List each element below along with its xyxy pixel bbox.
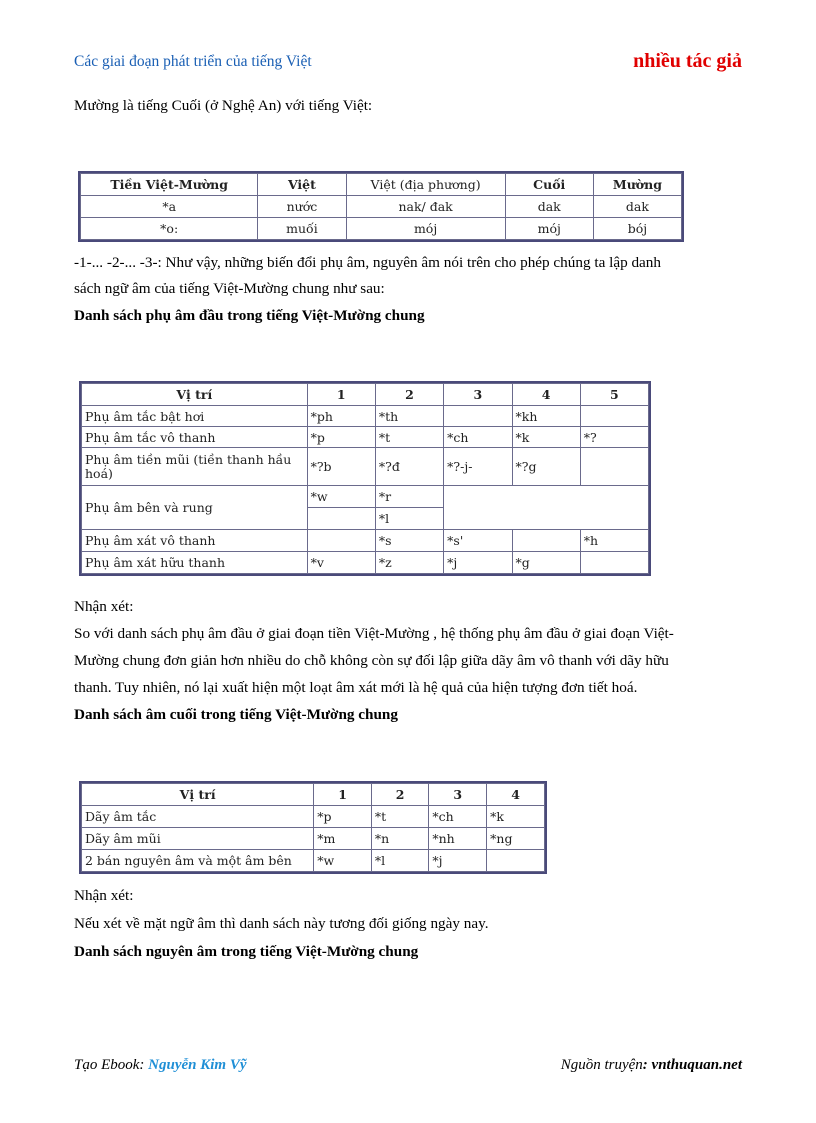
table2-cell — [307, 530, 375, 552]
table3-cell: *ng — [487, 828, 545, 850]
ebook-author-name: Nguyễn Kim Vỹ — [148, 1057, 247, 1073]
paragraph-line: Mường chung đơn giản hơn nhiều do chỗ không còn sự đối lập giữa dãy âm vô thanh với dãy hữu — [74, 652, 669, 669]
table3-cell: *m — [314, 828, 372, 850]
table2-cell — [307, 508, 375, 530]
table1-cell: dak — [593, 196, 681, 218]
table2-header-cell: 4 — [512, 384, 580, 406]
table2-cell: *g — [512, 552, 580, 574]
section-heading: Danh sách âm cuối trong tiếng Việt-Mường chung — [74, 706, 398, 723]
table3-cell: *ch — [429, 806, 487, 828]
table3-cell: Dãy âm tắc — [82, 806, 314, 828]
table3-header-cell: 4 — [487, 784, 545, 806]
table2-cell: *?b — [307, 448, 375, 486]
paragraph-line: -1-... -2-... -3-: Như vậy, những biến đổi phụ âm, nguyên âm nói trên cho phép chúng ta lập danh — [74, 254, 661, 271]
table2-cell: *ph — [307, 406, 375, 427]
table-row — [81, 196, 682, 218]
table-row — [82, 552, 649, 574]
paragraph-line: Nếu xét về mặt ngữ âm thì danh sách này tương đối giống ngày nay. — [74, 915, 489, 932]
table1-cell: mój — [505, 218, 593, 240]
table2-header-cell: 1 — [307, 384, 375, 406]
section-heading: Danh sách phụ âm đầu trong tiếng Việt-Mường chung — [74, 307, 425, 324]
table2-cell: *s — [375, 530, 443, 552]
table-row — [82, 427, 649, 448]
table2-cell — [512, 530, 580, 552]
table-row — [82, 448, 649, 486]
table2-cell: *ch — [444, 427, 512, 448]
table3-cell: *n — [371, 828, 428, 850]
table2-cell: *s' — [444, 530, 512, 552]
table3-cell: *t — [371, 806, 428, 828]
table2-cell: *kh — [512, 406, 580, 427]
comparison-table — [80, 173, 682, 240]
table1-cell: bój — [593, 218, 681, 240]
table2-cell: *?-j- — [444, 448, 512, 486]
table1-cell: muối — [258, 218, 346, 240]
table2-cell: *r — [375, 486, 443, 508]
table-row — [82, 828, 545, 850]
table2-empty-cell — [444, 486, 649, 530]
table2-cell: Phụ âm xát hữu thanh — [82, 552, 308, 574]
author-label: nhiều tác giả — [633, 50, 742, 72]
table3-header-cell: Vị trí — [82, 784, 314, 806]
intro-text: Mường là tiếng Cuối (ở Nghệ An) với tiếng Việt: — [74, 97, 373, 114]
table-row — [82, 486, 649, 508]
table1-cell: nak/ đak — [346, 196, 505, 218]
table2-cell: *p — [307, 427, 375, 448]
source-credit: Nguồn truyện: vnthuquan.net — [560, 1057, 742, 1073]
table2-cell: *l — [375, 508, 443, 530]
table2-header-cell: 3 — [444, 384, 512, 406]
table3-cell: *nh — [429, 828, 487, 850]
table3-header-cell: 1 — [314, 784, 372, 806]
table2-cell — [444, 406, 512, 427]
table2-cell: *j — [444, 552, 512, 574]
table2-cell: *?đ — [375, 448, 443, 486]
table-row — [82, 806, 545, 828]
table1-header-cell: Cuối — [505, 174, 593, 196]
table3-cell: *k — [487, 806, 545, 828]
table2-cell: Phụ âm tắc bật hơi — [82, 406, 308, 427]
table2-cell: Phụ âm xát vô thanh — [82, 530, 308, 552]
table2-cell — [580, 552, 648, 574]
table2-cell: *th — [375, 406, 443, 427]
table3-cell: *p — [314, 806, 372, 828]
table-row — [82, 530, 649, 552]
table-row — [81, 218, 682, 240]
table-row — [82, 850, 545, 872]
table2-cell: *? — [580, 427, 648, 448]
table-row — [82, 406, 649, 427]
table1-cell: nước — [258, 196, 346, 218]
table1-header-cell: Mường — [593, 174, 681, 196]
table2-cell: Phụ âm tiền mũi (tiền thanh hầu hoá) — [82, 448, 308, 486]
table1-header-cell: Tiền Việt-Mường — [81, 174, 258, 196]
table2-cell: *z — [375, 552, 443, 574]
remark-label: Nhận xét: — [74, 598, 134, 615]
remark-label: Nhận xét: — [74, 887, 134, 904]
document-title: Các giai đoạn phát triển của tiếng Việt — [74, 53, 312, 70]
table2-header-cell: 5 — [580, 384, 648, 406]
final-sounds-table — [81, 783, 545, 872]
paragraph-line: So với danh sách phụ âm đầu ở giai đoạn tiền Việt-Mường , hệ thống phụ âm đầu ở giai đoạn Việt- — [74, 625, 674, 642]
table2-cell: Phụ âm tắc vô thanh — [82, 427, 308, 448]
paragraph-line: thanh. Tuy nhiên, nó lại xuất hiện một loạt âm xát mới là hệ quả của hiện tượng đơn tiết hoá. — [74, 679, 638, 696]
ebook-credit-label: Tạo Ebook — [74, 1057, 140, 1073]
table1-header-cell: Việt (địa phương) — [346, 174, 505, 196]
table1-cell: *o: — [81, 218, 258, 240]
table2-cell: *v — [307, 552, 375, 574]
ebook-credit: Tạo Ebook: Nguyễn Kim Vỹ — [74, 1057, 247, 1073]
table2-cell: *k — [512, 427, 580, 448]
table1-cell: dak — [505, 196, 593, 218]
table2-cell: *?g — [512, 448, 580, 486]
table3-cell: *j — [429, 850, 487, 872]
table1-cell: mój — [346, 218, 505, 240]
table2-cell: *h — [580, 530, 648, 552]
table1-header-cell: Việt — [258, 174, 346, 196]
table2-cell: *w — [307, 486, 375, 508]
table3-cell: 2 bán nguyên âm và một âm bên — [82, 850, 314, 872]
table2-cell: *t — [375, 427, 443, 448]
table3-cell: *w — [314, 850, 372, 872]
section-heading: Danh sách nguyên âm trong tiếng Việt-Mường chung — [74, 943, 419, 960]
table3-header-cell: 2 — [371, 784, 428, 806]
table2-cell: Phụ âm bên và rung — [82, 486, 308, 530]
paragraph-line: sách ngữ âm của tiếng Việt-Mường chung như sau: — [74, 280, 385, 297]
initial-consonants-table — [81, 383, 649, 574]
source-site: vnthuquan.net — [651, 1057, 742, 1073]
table2-cell — [580, 406, 648, 427]
table3-cell: Dãy âm mũi — [82, 828, 314, 850]
table3-cell — [487, 850, 545, 872]
table2-cell — [580, 448, 648, 486]
table3-header-cell: 3 — [429, 784, 487, 806]
table2-header-cell: Vị trí — [82, 384, 308, 406]
table3-cell: *l — [371, 850, 428, 872]
table1-cell: *a — [81, 196, 258, 218]
source-label: Nguồn truyện — [560, 1057, 643, 1073]
table2-header-cell: 2 — [375, 384, 443, 406]
